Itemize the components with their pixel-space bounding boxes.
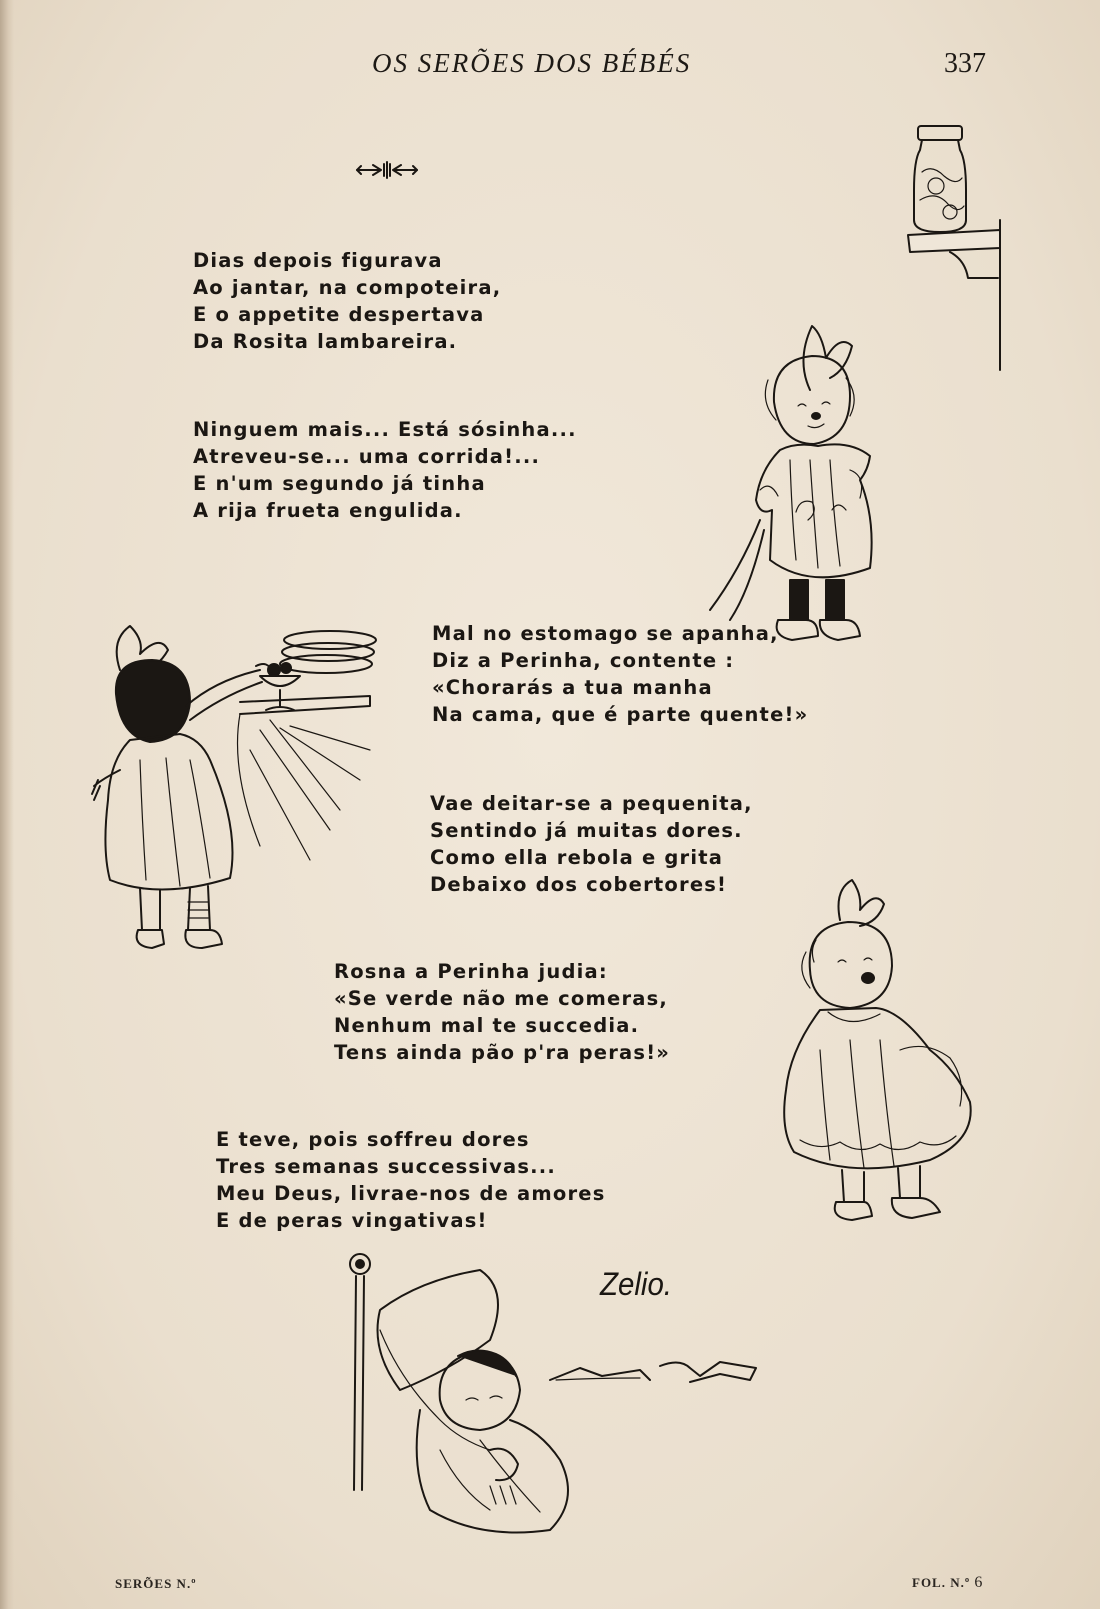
stanza-1 xyxy=(193,247,501,355)
verse-line: Diz a Perinha, contente : xyxy=(432,649,735,672)
stanza-5 xyxy=(334,958,670,1066)
stanza-2 xyxy=(193,416,577,524)
ornament-icon xyxy=(355,158,419,182)
verse-line: Nenhum mal te succedia. xyxy=(334,1014,640,1037)
verse-line: Como ella rebola e grita xyxy=(430,846,724,869)
footer-folio xyxy=(912,1574,983,1592)
illustration-girl-in-bed xyxy=(340,1250,770,1540)
verse-line: «Se verde não me comeras, xyxy=(334,987,669,1010)
illustration-girl-reaching-compotier xyxy=(90,610,380,970)
verse-line: Vae deitar-se a pequenita, xyxy=(430,792,753,815)
stanza-6 xyxy=(216,1126,606,1234)
illustration-girl-with-jar xyxy=(700,120,1020,590)
artist-signature: Zelio. xyxy=(600,1266,672,1302)
binding-gutter xyxy=(0,0,14,1609)
verse-line: E o appetite despertava xyxy=(193,303,485,326)
verse-line: Na cama, que é parte quente!» xyxy=(432,703,809,726)
running-header-title: OS SERÕES DOS BÉBÉS xyxy=(372,48,692,78)
verse-line: Tres semanas successivas... xyxy=(216,1155,556,1178)
verse-line: Dias depois figurava xyxy=(193,249,443,272)
footer-folio-label: FOL. N.º xyxy=(912,1575,971,1590)
verse-line: Atreveu-se... uma corrida!... xyxy=(193,445,541,468)
verse-line: Sentindo já muitas dores. xyxy=(430,819,743,842)
verse-line: A rija frueta engulida. xyxy=(193,499,463,522)
verse-line: E de peras vingativas! xyxy=(216,1209,488,1232)
page-number: 337 xyxy=(944,48,986,79)
verse-line: Ao jantar, na compoteira, xyxy=(193,276,502,299)
verse-line: Tens ainda pão p'ra peras!» xyxy=(334,1041,671,1064)
verse-line: «Chorarás a tua manha xyxy=(432,676,713,699)
verse-line: E teve, pois soffreu dores xyxy=(216,1128,530,1151)
verse-line: Ninguem mais... Está sósinha... xyxy=(193,418,577,441)
footer-folio-number: 6 xyxy=(974,1574,984,1591)
footer-issue-label: SERÕES N.º xyxy=(115,1576,197,1591)
verse-line: Mal no estomago se apanha, xyxy=(432,622,779,645)
verse-line: Debaixo dos cobertores! xyxy=(430,873,728,896)
verse-line: Meu Deus, livrae-nos de amores xyxy=(216,1182,606,1205)
verse-line: Da Rosita lambareira. xyxy=(193,330,458,353)
illustration-chubby-girl xyxy=(780,880,1000,1250)
verse-line: E n'um segundo já tinha xyxy=(193,472,486,495)
stanza-3 xyxy=(432,620,808,728)
stanza-4 xyxy=(430,790,753,898)
verse-line: Rosna a Perinha judia: xyxy=(334,960,608,983)
